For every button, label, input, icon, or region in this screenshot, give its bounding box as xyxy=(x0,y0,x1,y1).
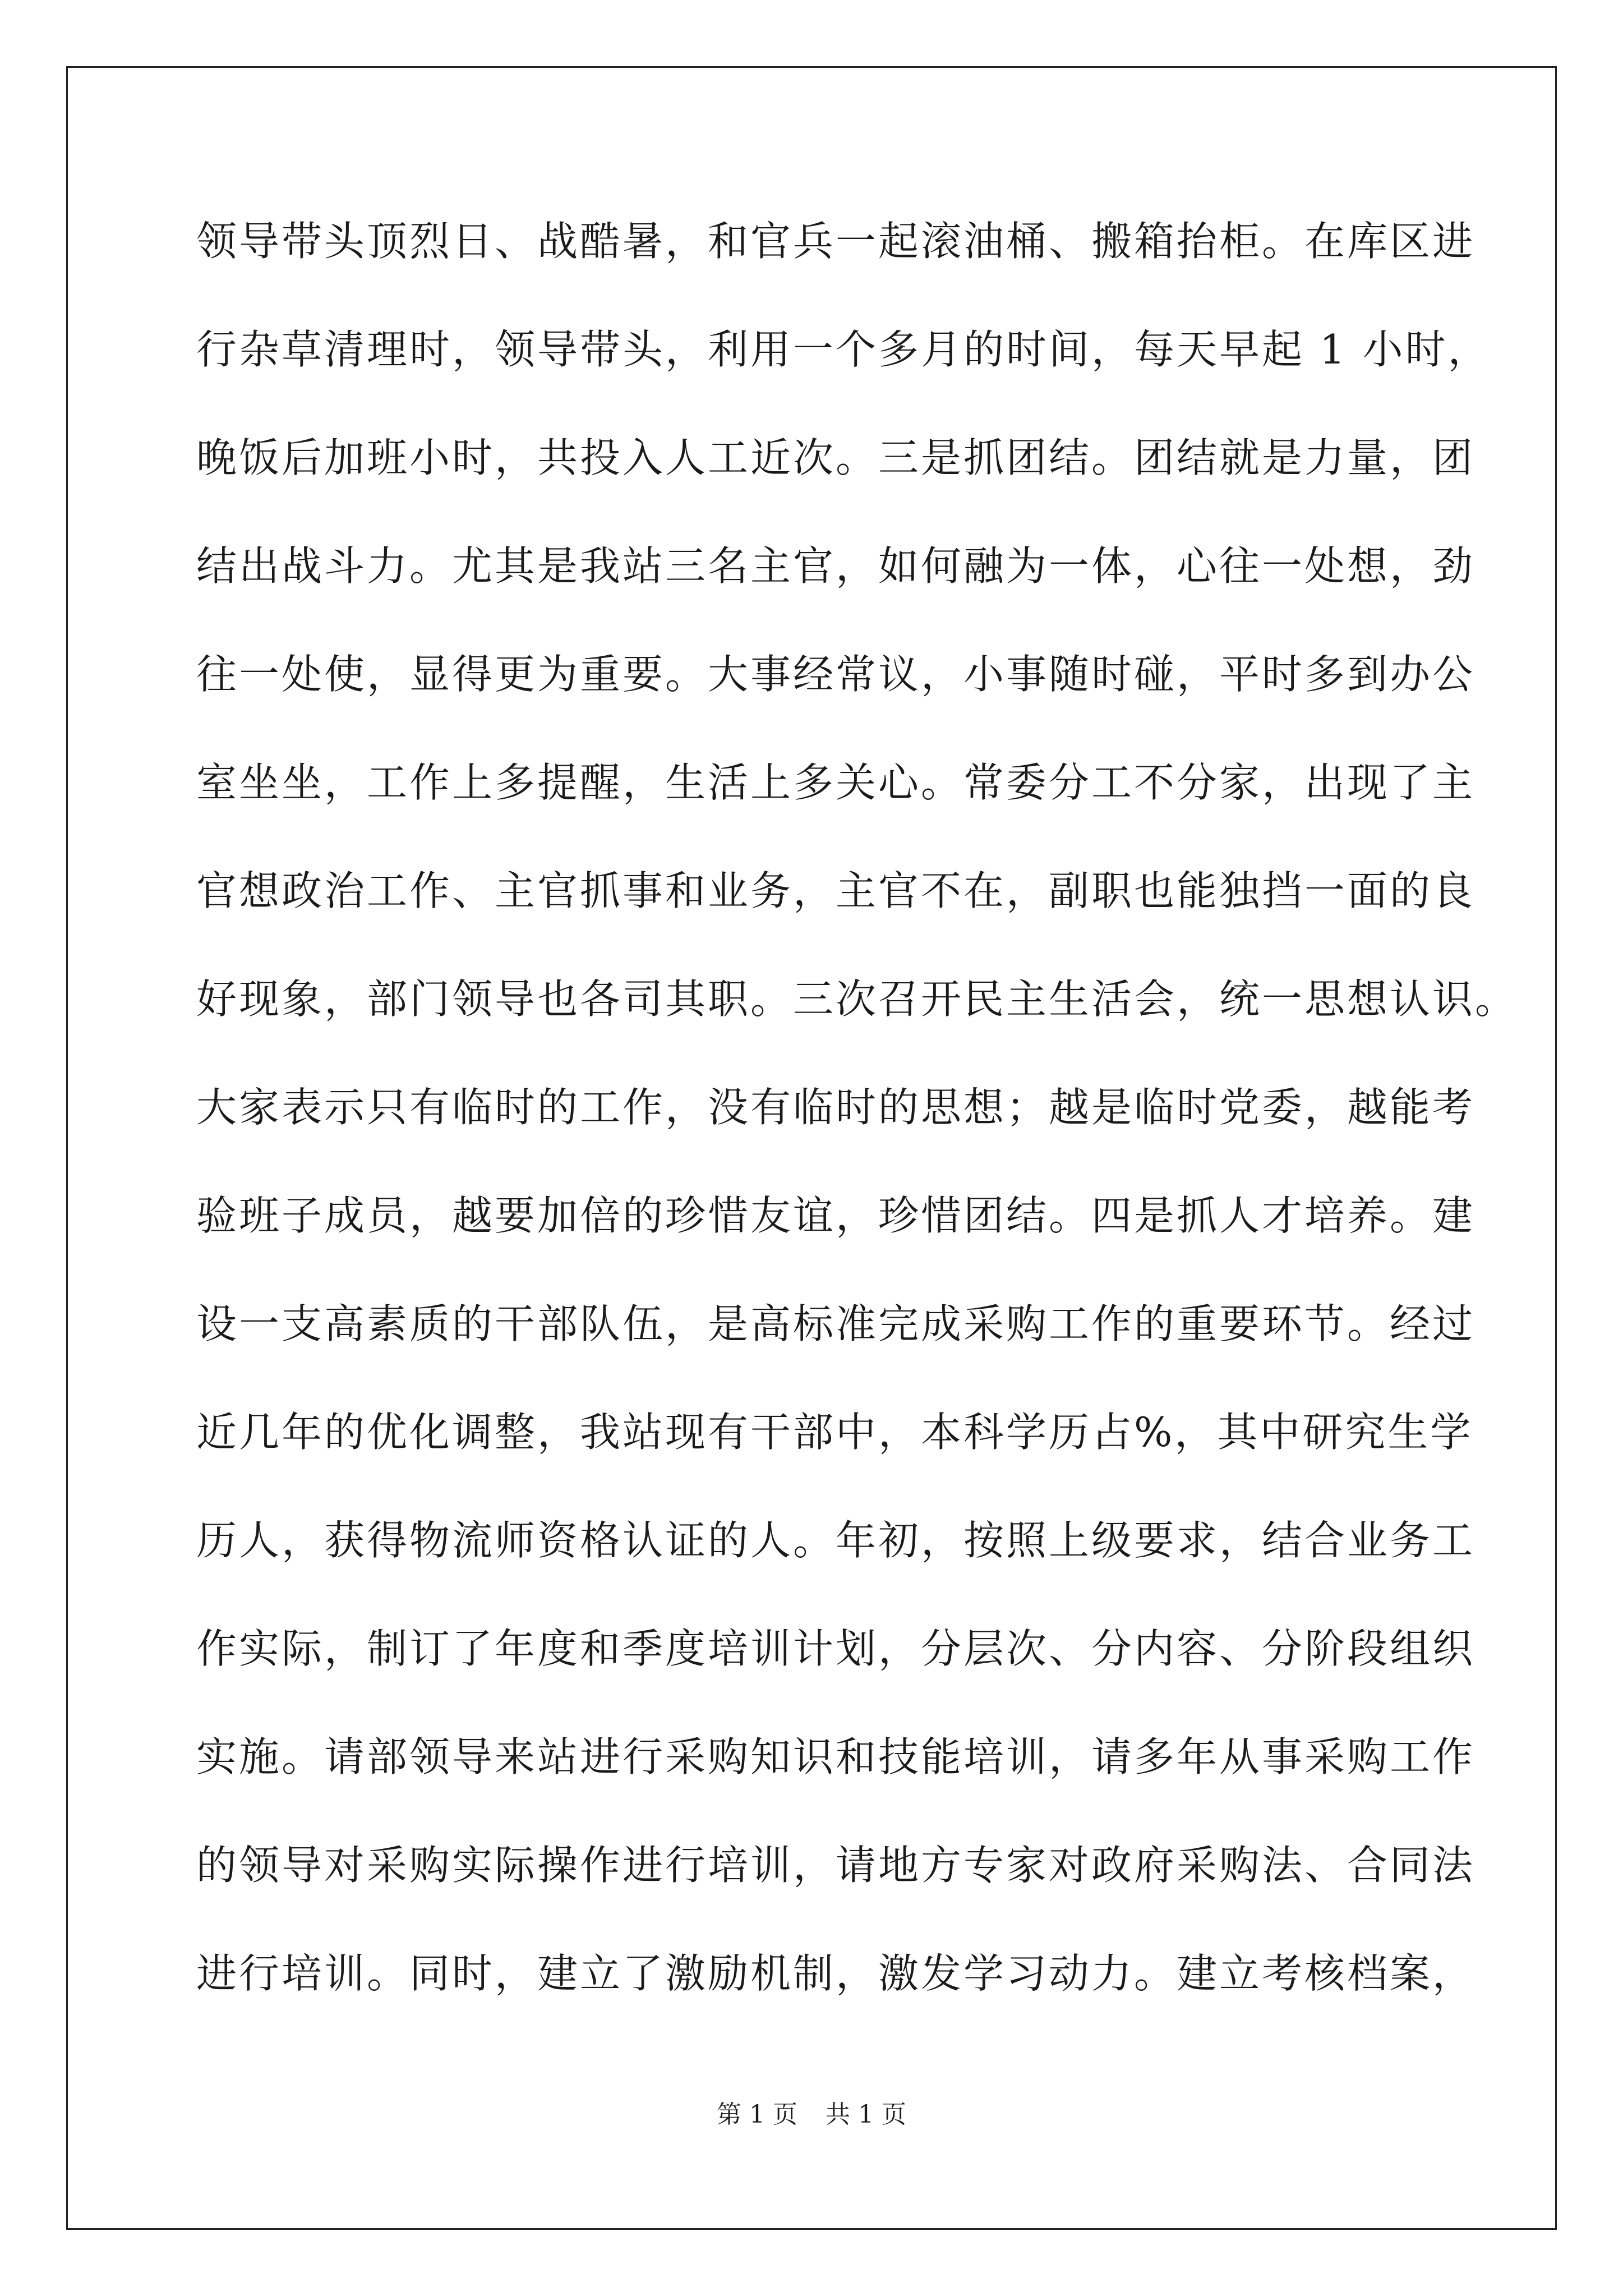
text-line: 室坐坐，工作上多提醒，生活上多关心。常委分工不分家，出现了主 xyxy=(196,759,1476,806)
page-number: 第 1 页 xyxy=(717,2100,797,2129)
text-line: 晚饭后加班小时，共投入人工近次。三是抓团结。团结就是力量，团 xyxy=(196,434,1476,481)
text-line: 往一处使，显得更为重要。大事经常议，小事随时碰，平时多到办公 xyxy=(196,651,1476,698)
body-text xyxy=(196,213,1518,2054)
text-line: 实施。请部领导来站进行采购知识和技能培训，请多年从事采购工作 xyxy=(196,1733,1476,1780)
text-line: 验班子成员，越要加倍的珍惜友谊，珍惜团结。四是抓人才培养。建 xyxy=(196,1192,1476,1239)
text-line: 的领导对采购实际操作进行培训，请地方专家对政府采购法、合同法 xyxy=(196,1842,1476,1889)
text-line: 领导带头顶烈日、战酷暑，和官兵一起滚油桶、搬箱抬柜。在库区进 xyxy=(196,218,1476,265)
text-line: 好现象，部门领导也各司其职。三次召开民主生活会，统一思想认识。 xyxy=(196,976,1518,1023)
text-line: 大家表示只有临时的工作，没有临时的思想；越是临时党委，越能考 xyxy=(196,1084,1476,1131)
text-line: 官想政治工作、主官抓事和业务，主官不在，副职也能独挡一面的良 xyxy=(196,867,1476,914)
text-line: 行杂草清理时，领导带头，利用一个多月的时间，每天早起 1 小时， xyxy=(196,326,1491,373)
page-footer xyxy=(0,2098,1623,2132)
page-total: 共 1 页 xyxy=(826,2100,906,2129)
text-line: 设一支高素质的干部队伍，是高标准完成采购工作的重要环节。经过 xyxy=(196,1300,1476,1347)
text-line: 作实际，制订了年度和季度培训计划，分层次、分内容、分阶段组织 xyxy=(196,1625,1476,1672)
text-line: 近几年的优化调整，我站现有干部中，本科学历占%，其中研究生学 xyxy=(196,1409,1473,1456)
text-line: 历人，获得物流师资格认证的人。年初，按照上级要求，结合业务工 xyxy=(196,1517,1476,1564)
text-line: 结出战斗力。尤其是我站三名主官，如何融为一体，心往一处想，劲 xyxy=(196,542,1476,590)
text-line: 进行培训。同时，建立了激励机制，激发学习动力。建立考核档案， xyxy=(196,1950,1476,1997)
